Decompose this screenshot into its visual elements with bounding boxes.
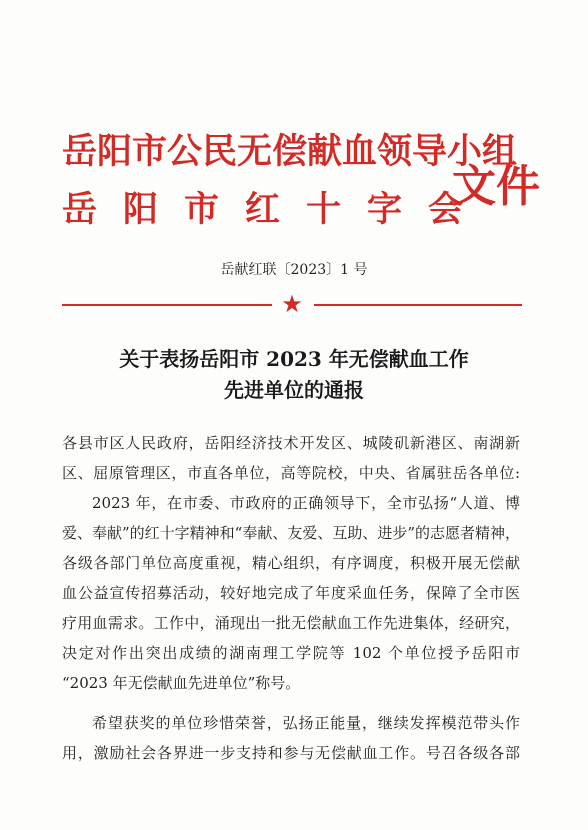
title-line-2: 先进单位的通报 xyxy=(224,378,364,402)
body-line: 希望获奖的单位珍惜荣誉，弘扬正能量，继续发挥模范带头作 xyxy=(92,714,520,732)
body-line: 决定对作出突出成绩的湖南理工学院等 102 个单位授予岳阳市 xyxy=(62,644,520,662)
divider-right xyxy=(314,304,522,306)
issuer-line-1: 岳阳市公民无偿献血领导小组 xyxy=(62,131,518,172)
body-line: 疗用血需求。工作中，涌现出一批无偿献血工作先进集体，经研究， xyxy=(62,614,520,632)
body-line: 血公益宣传招募活动，较好地完成了年度采血任务，保障了全市医 xyxy=(62,584,520,602)
body-line: 2023 年，在市委、市政府的正确领导下，全市弘扬“人道、博 xyxy=(92,494,520,512)
divider-left xyxy=(62,304,272,306)
document-word: 文件 xyxy=(452,161,540,212)
issuer-line-2: 岳阳市红十字会 xyxy=(62,189,490,230)
document-number: 岳献红联〔2023〕1 号 xyxy=(220,262,368,278)
title-line-1: 关于表扬岳阳市 2023 年无偿献血工作 xyxy=(119,347,469,371)
body-line: 各级各部门单位高度重视，精心组织，有序调度，积极开展无偿献 xyxy=(62,554,520,572)
body-line: 用，激励社会各界进一步支持和参与无偿献血工作。号召各级各部 xyxy=(62,744,520,762)
body-line: 区、屈原管理区，市直各单位，高等院校，中央、省属驻岳各单位: xyxy=(62,464,520,482)
star-icon: ★ xyxy=(281,290,303,318)
body-line: 各县市区人民政府，岳阳经济技术开发区、城陵矶新港区、南湖新 xyxy=(62,434,520,452)
body-line: 爱、奉献”的红十字精神和“奉献、友爱、互助、进步”的志愿者精神， xyxy=(62,524,521,542)
body-line: “2023 年无偿献血先进单位”称号。 xyxy=(62,674,301,692)
